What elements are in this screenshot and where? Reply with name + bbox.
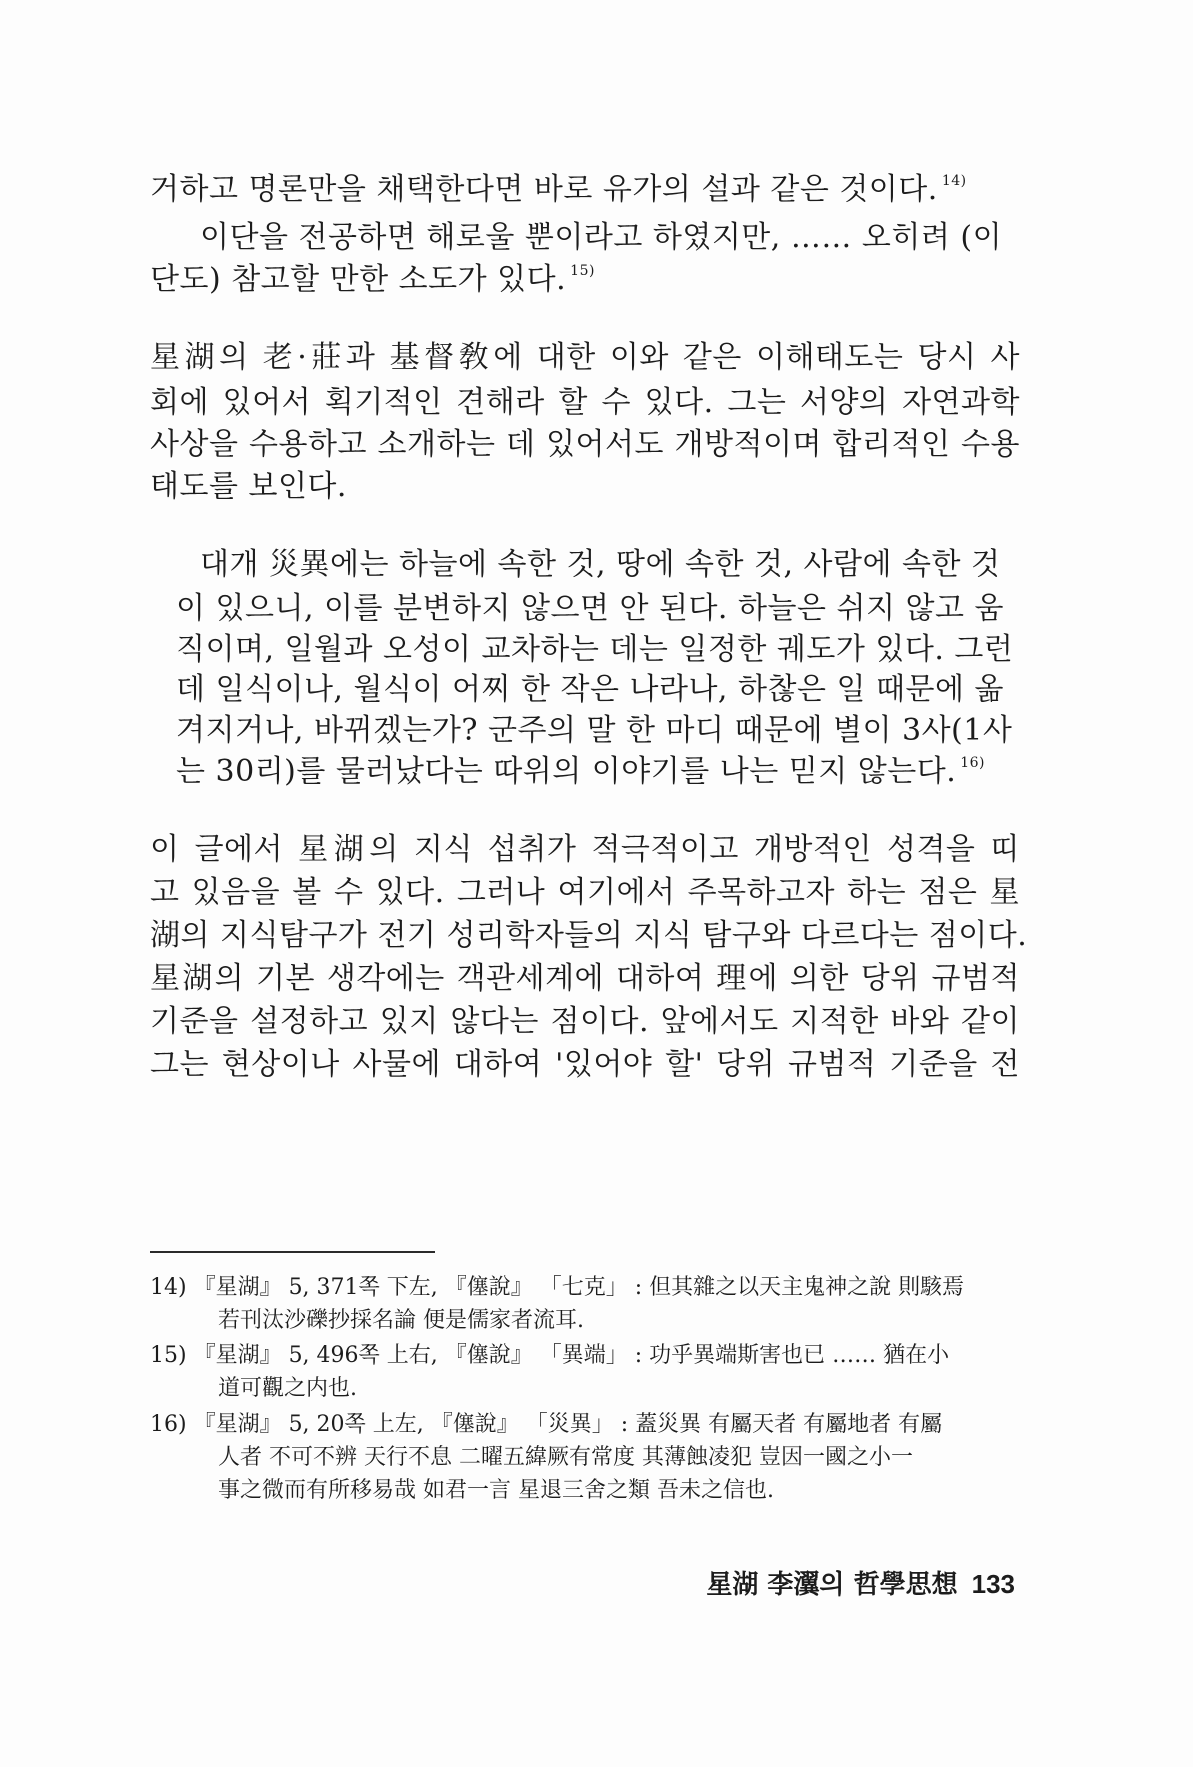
quote-text: 단도) 참고할 만한 소도가 있다.	[150, 262, 567, 297]
footnote-16-cont: 事之微而有所移易哉 如君一言 星退三舍之類 吾未之信也.	[218, 1478, 774, 1503]
footnote-15: 15) 『星湖』 5, 496쪽 上右, 『僿說』 「異端」 : 功乎異端斯害也已 …… 猶在小	[150, 1343, 950, 1368]
paragraph-line: 星湖의 기본 생각에는 객관세계에 대하여 理에 의한 당위 규범적	[150, 961, 1020, 996]
quote-line: 직이며, 일월과 오성이 교차하는 데는 일정한 궤도가 있다. 그런	[176, 632, 1014, 667]
quote-line: 이 있으니, 이를 분변하지 않으면 안 된다. 하늘은 쉬지 않고 움	[176, 591, 1004, 626]
paragraph-line: 이 글에서 星湖의 지식 섭취가 적극적이고 개방적인 성격을 띠	[150, 832, 1020, 867]
paragraph-line: 고 있음을 볼 수 있다. 그러나 여기에서 주목하고자 하는 점은 星	[150, 875, 1020, 910]
footnote-marker: 14)	[941, 173, 967, 189]
paragraph-line: 星湖의 老·莊과 基督敎에 대한 이와 같은 이해태도는 당시 사	[150, 340, 1020, 375]
page-number: 133	[971, 1569, 1015, 1599]
quote-text: 거하고 명론만을 채택한다면 바로 유가의 설과 같은 것이다.	[150, 172, 938, 207]
paragraph-line: 湖의 지식탐구가 전기 성리학자들의 지식 탐구와 다르다는 점이다.	[150, 918, 1028, 953]
footnote-marker: 16)	[960, 755, 986, 771]
footnote-15-cont: 道可觀之内也.	[218, 1376, 357, 1401]
quote-line	[150, 170, 967, 210]
footnote-separator	[150, 1251, 435, 1253]
footnote-14-cont: 若刊汰沙礫抄採名論 便是儒家者流耳.	[218, 1308, 584, 1333]
running-footer	[706, 1567, 1015, 1602]
footnote-16-cont: 人者 不可不辨 天行不息 二曜五緯厥有常度 其薄蝕凌犯 豈因一國之小一	[218, 1445, 913, 1470]
footnote-14: 14) 『星湖』 5, 371쪽 下左, 『僿說』 「七克」 : 但其雜之以天主鬼神之說 則駭焉	[150, 1275, 965, 1300]
quote-text: 는 30리)를 물러났다는 따위의 이야기를 나는 믿지 않는다.	[176, 754, 957, 789]
footnote-marker: 15)	[570, 263, 595, 279]
paragraph-line: 사상을 수용하고 소개하는 데 있어서도 개방적이며 합리적인 수용	[150, 427, 1020, 462]
paragraph-line: 태도를 보인다.	[150, 469, 347, 504]
quote-line: 대개 災異에는 하늘에 속한 것, 땅에 속한 것, 사람에 속한 것	[200, 547, 1001, 582]
quote-line: 이단을 전공하면 해로울 뿐이라고 하였지만, …… 오히려 (이	[200, 220, 1003, 255]
paragraph-line: 기준을 설정하고 있지 않다는 점이다. 앞에서도 지적한 바와 같이	[150, 1004, 1020, 1039]
quote-line: 데 일식이나, 월식이 어찌 한 작은 나라나, 하찮은 일 때문에 옮	[176, 672, 1004, 707]
quote-line: 겨지거나, 바뀌겠는가? 군주의 말 한 마디 때문에 별이 3사(1사	[176, 713, 1013, 748]
paragraph-line: 회에 있어서 획기적인 견해라 할 수 있다. 그는 서양의 자연과학	[150, 385, 1020, 420]
running-title: 星湖 李瀷의 哲學思想	[706, 1570, 958, 1600]
quote-line	[176, 752, 992, 792]
paragraph-line: 그는 현상이나 사물에 대하여 '있어야 할' 당위 규범적 기준을 전	[150, 1047, 1020, 1082]
footnote-16: 16) 『星湖』 5, 20쪽 上左, 『僿說』 「災異」 : 蓋災異 有屬天者 有屬地者 有屬	[150, 1412, 943, 1437]
quote-line	[150, 260, 966, 300]
